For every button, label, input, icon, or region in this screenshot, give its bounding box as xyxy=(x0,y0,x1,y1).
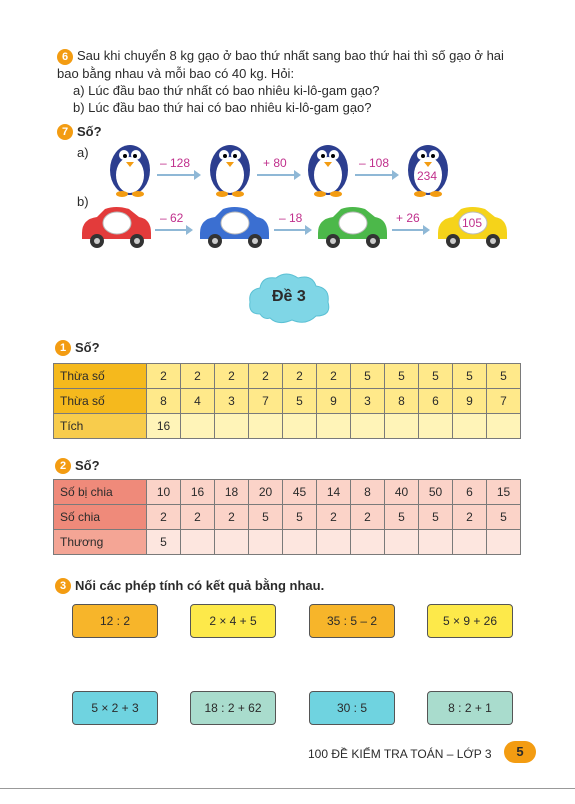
question-7-badge: 7 xyxy=(57,124,73,140)
table-cell: 20 xyxy=(249,480,283,505)
arrow-icon xyxy=(155,229,191,231)
table-cell: 2 xyxy=(283,364,317,389)
q6-line2: bao bằng nhau và mỗi bao có 40 kg. Hỏi: xyxy=(57,66,295,81)
table-cell: 5 xyxy=(419,364,453,389)
arrow-icon xyxy=(355,174,397,176)
page-divider xyxy=(0,788,575,789)
answer-cell[interactable] xyxy=(249,530,283,555)
answer-cell[interactable] xyxy=(487,530,521,555)
arrow-icon xyxy=(157,174,199,176)
division-table xyxy=(53,479,521,555)
t2-title: Số? xyxy=(75,458,100,473)
row-header: Số chia xyxy=(54,505,147,530)
match-bottom-4[interactable]: 8 : 2 + 1 xyxy=(427,691,513,725)
q7-a-op-1: – 128 xyxy=(160,156,191,170)
t1-title: Số? xyxy=(75,340,100,355)
table-cell: 6 xyxy=(453,480,487,505)
q7-a-result: 234 xyxy=(417,169,438,183)
table-cell: 10 xyxy=(147,480,181,505)
q7-b-op-1: – 62 xyxy=(160,211,184,225)
answer-cell[interactable] xyxy=(317,414,351,439)
answer-cell[interactable] xyxy=(249,414,283,439)
table-cell: 2 xyxy=(147,505,181,530)
q7-a-op-3: – 108 xyxy=(359,156,390,170)
exam-title: Đề 3 xyxy=(272,288,306,305)
table-cell: 16 xyxy=(147,414,181,439)
table-cell: 2 xyxy=(215,505,249,530)
table-cell: 2 xyxy=(317,505,351,530)
table-cell: 8 xyxy=(147,389,181,414)
row-header: Thừa số xyxy=(54,364,147,389)
table-cell: 2 xyxy=(453,505,487,530)
penguin-icon xyxy=(403,135,453,197)
table-cell: 15 xyxy=(487,480,521,505)
answer-cell[interactable] xyxy=(419,530,453,555)
table-cell: 4 xyxy=(181,389,215,414)
match-bottom-3[interactable]: 30 : 5 xyxy=(309,691,395,725)
penguin-icon xyxy=(105,135,155,197)
table-cell: 14 xyxy=(317,480,351,505)
row-header: Tích xyxy=(54,414,147,439)
match-top-4[interactable]: 5 × 9 + 26 xyxy=(427,604,513,638)
table-cell: 3 xyxy=(215,389,249,414)
q7-b-op-2: – 18 xyxy=(279,211,303,225)
answer-cell[interactable] xyxy=(283,530,317,555)
table-cell: 5 xyxy=(385,505,419,530)
answer-cell[interactable] xyxy=(215,414,249,439)
q7-b-label: b) xyxy=(77,194,89,209)
row-header: Thương xyxy=(54,530,147,555)
arrow-icon xyxy=(257,174,299,176)
match-top-3[interactable]: 35 : 5 – 2 xyxy=(309,604,395,638)
q7-a-label: a) xyxy=(77,145,89,160)
answer-cell[interactable] xyxy=(385,414,419,439)
answer-cell[interactable] xyxy=(419,414,453,439)
answer-cell[interactable] xyxy=(317,530,351,555)
table-cell: 2 xyxy=(215,364,249,389)
footer-title: 100 ĐỀ KIỂM TRA TOÁN – LỚP 3 xyxy=(308,747,492,761)
match-top-2[interactable]: 2 × 4 + 5 xyxy=(190,604,276,638)
penguin-icon xyxy=(303,135,353,197)
answer-cell[interactable] xyxy=(351,530,385,555)
multiplication-table xyxy=(53,363,521,439)
table-cell: 5 xyxy=(419,505,453,530)
table-cell: 2 xyxy=(351,505,385,530)
blue-car-icon xyxy=(195,205,273,250)
table-cell: 6 xyxy=(419,389,453,414)
table-cell: 40 xyxy=(385,480,419,505)
table-cell: 2 xyxy=(147,364,181,389)
row-header: Số bị chia xyxy=(54,480,147,505)
q6-part-b: b) Lúc đầu bao thứ hai có bao nhiêu ki-lô-gam gạo? xyxy=(73,100,372,115)
table-cell: 16 xyxy=(181,480,215,505)
table-cell: 2 xyxy=(181,364,215,389)
table-cell: 9 xyxy=(453,389,487,414)
match-bottom-1[interactable]: 5 × 2 + 3 xyxy=(72,691,158,725)
table-cell: 5 xyxy=(147,530,181,555)
table-cell: 2 xyxy=(181,505,215,530)
table-cell: 7 xyxy=(487,389,521,414)
table-cell: 5 xyxy=(487,364,521,389)
table-cell: 45 xyxy=(283,480,317,505)
table-cell: 8 xyxy=(385,389,419,414)
t3-title: Nối các phép tính có kết quả bằng nhau. xyxy=(75,578,325,593)
table-cell: 5 xyxy=(283,389,317,414)
answer-cell[interactable] xyxy=(181,530,215,555)
q7-a-op-2: + 80 xyxy=(263,156,287,170)
answer-cell[interactable] xyxy=(385,530,419,555)
page-number: 5 xyxy=(504,741,536,763)
table-cell: 18 xyxy=(215,480,249,505)
table-cell: 5 xyxy=(249,505,283,530)
green-car-icon xyxy=(313,205,391,250)
red-car-icon xyxy=(77,205,155,250)
arrow-icon xyxy=(392,229,428,231)
q6-part-a: a) Lúc đầu bao thứ nhất có bao nhiêu ki-lô-gam gạo? xyxy=(73,83,380,98)
q6-line1: Sau khi chuyển 8 kg gạo ở bao thứ nhất sang bao thứ hai thì số gạo ở hai xyxy=(77,48,504,63)
table-cell: 2 xyxy=(249,364,283,389)
answer-cell[interactable] xyxy=(453,414,487,439)
answer-cell[interactable] xyxy=(351,414,385,439)
table-cell: 5 xyxy=(453,364,487,389)
match-top-1[interactable]: 12 : 2 xyxy=(72,604,158,638)
answer-cell[interactable] xyxy=(181,414,215,439)
table-cell: 8 xyxy=(351,480,385,505)
question-6-badge: 6 xyxy=(57,49,73,65)
row-header: Thừa số xyxy=(54,389,147,414)
table-cell: 50 xyxy=(419,480,453,505)
q7-b-result: 105 xyxy=(462,216,483,230)
answer-cell[interactable] xyxy=(453,530,487,555)
table-cell: 2 xyxy=(317,364,351,389)
answer-cell[interactable] xyxy=(215,530,249,555)
match-bottom-2[interactable]: 18 : 2 + 62 xyxy=(190,691,276,725)
table-cell: 5 xyxy=(385,364,419,389)
table-cell: 5 xyxy=(351,364,385,389)
table-cell: 3 xyxy=(351,389,385,414)
table-cell: 5 xyxy=(487,505,521,530)
question-2-badge: 2 xyxy=(55,458,71,474)
penguin-icon xyxy=(205,135,255,197)
question-3-badge: 3 xyxy=(55,578,71,594)
answer-cell[interactable] xyxy=(487,414,521,439)
q7-title: Số? xyxy=(77,124,102,139)
arrow-icon xyxy=(274,229,310,231)
table-cell: 5 xyxy=(283,505,317,530)
q7-b-op-3: + 26 xyxy=(396,211,420,225)
table-cell: 9 xyxy=(317,389,351,414)
table-cell: 7 xyxy=(249,389,283,414)
question-1-badge: 1 xyxy=(55,340,71,356)
answer-cell[interactable] xyxy=(283,414,317,439)
